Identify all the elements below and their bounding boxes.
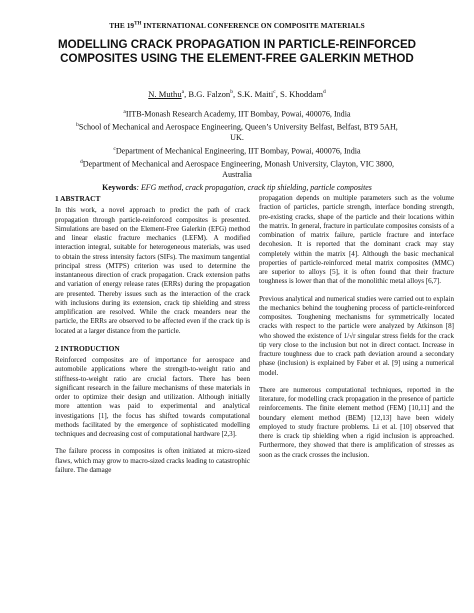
- author-sep: ,: [275, 89, 281, 99]
- author-sup: c: [273, 89, 276, 96]
- author-sep: ,: [232, 89, 238, 99]
- paper-title: MODELLING CRACK PROPAGATION IN PARTICLE-REINFORCED COMPOSITES USING THE ELEMENT-FREE GALERKIN METHOD: [57, 38, 417, 65]
- author: [280, 89, 326, 99]
- keywords-line: [0, 183, 474, 192]
- right-column: [259, 194, 454, 468]
- affiliation-text: School of Mechanical and Aerospace Engineering, Queen’s University Belfast, Belfast, BT9 5AH, UK.: [78, 122, 398, 143]
- author-list: [0, 89, 474, 99]
- author-sep: ,: [184, 89, 189, 99]
- body-paragraph: There are numerous computational techniques, reported in the literature, for modelling crack propagation in the presence of particle reinforcements. The finite element method (FEM) [10,11] and the boundary element method (BEM) [12,13] have been widely employed to study fracture problems. Li et al. [10] observed that there is crack tip shielding when a rigid inclusion is approached. Furthermore, they showed that there is amplification of stresses as soon as the crack crosses the inclusion.: [259, 385, 454, 459]
- conference-sup: TH: [134, 21, 142, 27]
- affiliation-text: Department of Mechanical Engineering, IIT Bombay, Powai, 400076, India: [115, 146, 361, 156]
- author: [148, 89, 188, 99]
- author-name: N. Muthu: [148, 89, 182, 99]
- abstract-heading: 1 ABSTRACT: [55, 194, 101, 203]
- author: [188, 89, 237, 99]
- affiliation-sup: d: [79, 159, 83, 166]
- affiliation-sup: c: [113, 145, 116, 152]
- affiliation-text: IITB-Monash Research Academy, IIT Bombay, Powai, 400076, India: [125, 109, 351, 119]
- conference-prefix: THE 19: [109, 21, 135, 30]
- body-paragraph: propagation depends on multiple parameters such as the volume fraction of particles, particle strength, interface bonding strength, pre-existing cracks, shape of the particle and their locations within the matrix. In general, fracture in particulate composites consists of a combination of matrix failure, particle fracture and interface decohesion. It is reported that the dominant crack may stay completely within the matrix [4]. Although the basic mechanical properties of particle-reinforced metal matrix composites (MMC) are superior to alloys [5], it is often found that their fracture toughness is lower than that of the monolithic metal alloys [6,7].: [259, 194, 454, 286]
- author-sup: b: [230, 89, 233, 96]
- affiliation: [70, 107, 404, 120]
- affiliation: [70, 157, 404, 181]
- affiliation-sup: b: [76, 122, 79, 129]
- intro-paragraph: Reinforced composites are of importance for aerospace and automobile applications where the strength-to-weight ratio and stiffness-to-weight ratio are crucial factors. There has been significant research in the failure mechanisms of these materials in order to optimize their design and utilization. Although initially more attention was paid to experimental and analytical investigations [1], the focus has shifted towards computational methods facilitated by the emergence of sophisticated modelling techniques and decreasing cost of computational hardware [2,3].: [55, 356, 250, 439]
- intro-paragraph: The failure process in composites is often initiated at micro-sized flaws, which may grow to macro-sized cracks leading to catastrophic failure. The damage: [55, 447, 250, 474]
- affiliations: [70, 107, 404, 181]
- left-column: [55, 194, 250, 483]
- abstract-paragraph: In this work, a novel approach to predict the path of crack propagation through particle-reinforced composites is presented. Simulations are based on the Element-Free Galerkin (EFG) method and linear elastic fracture mechanics (LEFM). A modified interaction integral, suitable for heterogeneous materials, was used to obtain the stress intensity factors (SIFs). The maximum tangential principal stress (MTPS) criterion was used to determine the instantaneous direction of crack propagation. Crack extension paths and variation of energy release rates (ERRs) during the propagation are presented. Thereby issues such as the interaction of the crack with inclusions during its extension, crack tip shielding and stress amplification are resolved. While the crack meanders near the particle, the ERRs are observed to be affected even if the crack tip is located at a larger distance from the particle.: [55, 206, 250, 335]
- keywords-text: : EFG method, crack propagation, crack tip shielding, particle composites: [136, 183, 372, 192]
- body-paragraph: Previous analytical and numerical studies were carried out to explain the mechanics behind the toughening process of particle-reinforced composites. Toughening mechanisms for symmetrically located cracks with respect to the particle were analyzed by Atkinson [8] who showed the existence of 1/√r singular stress fields for the crack tip very close to the inclusion but not in direct contact. Increase in fracture toughness due to crack path deviation around a secondary phase (inclusion) is explained by Faber et al. [9] using a numerical model.: [259, 294, 454, 377]
- author-sup: d: [323, 89, 326, 96]
- keywords-label: Keywords: [102, 183, 137, 192]
- affiliation: [70, 120, 404, 144]
- author: [237, 89, 280, 99]
- conference-header: [0, 21, 474, 30]
- author-name: B.G. Falzon: [188, 89, 231, 99]
- author-sup: a: [181, 89, 185, 96]
- author-name: S. Khoddam: [280, 89, 324, 99]
- conference-rest: INTERNATIONAL CONFERENCE ON COMPOSITE MATERIALS: [141, 21, 365, 30]
- affiliation-text: Department of Mechanical and Aerospace Engineering, Monash University, Clayton, VIC 3800, Australia: [82, 159, 395, 180]
- affiliation-sup: a: [123, 109, 126, 115]
- introduction-heading: 2 INTRODUCTION: [55, 343, 120, 353]
- author-name: S.K. Maiti: [237, 89, 274, 99]
- affiliation: [70, 144, 404, 157]
